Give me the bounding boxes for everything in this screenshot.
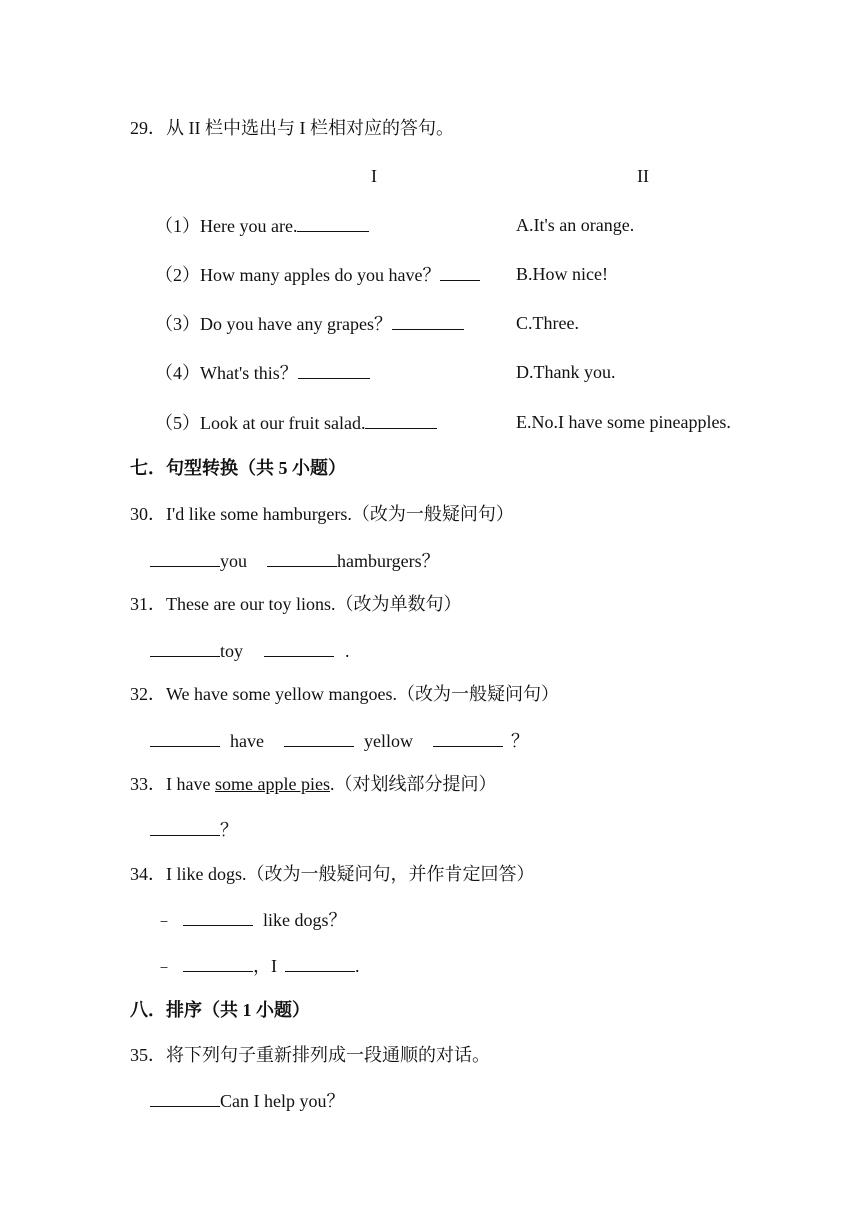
- answer-blank[interactable]: [183, 953, 253, 972]
- answer-blank[interactable]: [298, 360, 370, 379]
- question-34-prompt: 34．I like dogs.（改为一般疑问句，并作肯定回答）: [130, 864, 535, 884]
- answer-blank[interactable]: [285, 953, 355, 972]
- answer-blank[interactable]: [150, 548, 220, 567]
- answer-blank[interactable]: [150, 638, 220, 657]
- column-1-header: I: [371, 166, 377, 186]
- match-right-item-d: D.Thank you.: [516, 362, 616, 382]
- dialogue-text: Can I help you？: [220, 1091, 345, 1111]
- match-left-text: （2）How many apples do you have？: [155, 265, 441, 285]
- match-right-item-a: A.It's an orange.: [516, 215, 635, 235]
- answer-blank[interactable]: [440, 262, 480, 281]
- answer-blank[interactable]: [365, 410, 437, 429]
- answer-blank[interactable]: [150, 728, 220, 747]
- match-right-item-c: C.Three.: [516, 313, 579, 333]
- answer-blank[interactable]: [284, 728, 354, 747]
- answer-end-punct: .: [355, 956, 360, 976]
- question-30-answer-line: [150, 548, 440, 573]
- section-7-heading: 七．句型转换（共 5 小题）: [130, 458, 346, 478]
- answer-blank[interactable]: [183, 907, 253, 926]
- prompt-text: .（对划线部分提问）: [329, 774, 497, 794]
- section-8-heading: 八．排序（共 1 小题）: [130, 1000, 310, 1020]
- answer-word: ，I: [253, 956, 277, 976]
- dialogue-dash: ﹣: [155, 910, 173, 930]
- question-30-prompt: 30．I'd like some hamburgers.（改为一般疑问句）: [130, 504, 514, 524]
- question-32-prompt: 32．We have some yellow mangoes.（改为一般疑问句）: [130, 684, 559, 704]
- question-32-answer-line: [150, 728, 529, 753]
- answer-word: have: [230, 731, 264, 751]
- answer-end-punct: .: [345, 641, 350, 661]
- question-35-prompt: 35．将下列句子重新排列成一段通顺的对话。: [130, 1045, 490, 1065]
- answer-blank[interactable]: [267, 548, 337, 567]
- answer-word: you: [220, 551, 247, 571]
- answer-word: yellow: [363, 731, 413, 751]
- answer-blank[interactable]: [433, 728, 503, 747]
- answer-end-punct: ？: [510, 731, 529, 751]
- answer-blank[interactable]: [392, 311, 464, 330]
- match-right-item-b: B.How nice!: [516, 264, 608, 284]
- match-left-text: （1）Here you are.: [155, 216, 298, 236]
- question-31-prompt: 31．These are our toy lions.（改为单数句）: [130, 594, 462, 614]
- question-34-answer-line-2: [155, 953, 360, 978]
- prompt-text: 33．I have: [130, 774, 215, 794]
- column-2-header: II: [637, 166, 649, 186]
- match-left-item-3: [155, 311, 464, 336]
- underlined-phrase: some apple pies: [214, 774, 330, 794]
- dialogue-dash: ﹣: [155, 956, 173, 976]
- answer-end-punct: ？: [220, 820, 238, 840]
- answer-blank[interactable]: [264, 638, 334, 657]
- question-33-answer-line: [150, 817, 238, 842]
- question-34-answer-line-1: [155, 907, 347, 932]
- match-left-item-5: [155, 410, 437, 435]
- question-33-prompt: [130, 772, 496, 796]
- answer-blank[interactable]: [150, 817, 220, 836]
- question-31-answer-line: [150, 638, 350, 663]
- question-29-prompt: 29．从 II 栏中选出与 I 栏相对应的答句。: [130, 118, 454, 138]
- answer-blank[interactable]: [150, 1088, 220, 1107]
- match-left-text: （5）Look at our fruit salad.: [155, 413, 366, 433]
- answer-word: toy: [220, 641, 244, 661]
- answer-word: like dogs？: [263, 910, 347, 930]
- match-left-text: （4）What's this？: [155, 363, 298, 383]
- answer-word: hamburgers？: [337, 551, 440, 571]
- answer-blank[interactable]: [297, 213, 369, 232]
- match-left-text: （3）Do you have any grapes？: [155, 314, 392, 334]
- match-left-item-4: [155, 360, 370, 385]
- match-right-item-e: E.No.I have some pineapples.: [516, 412, 731, 432]
- match-left-item-2: [155, 262, 480, 287]
- match-left-item-1: [155, 213, 369, 238]
- question-35-dialogue-line-1: [150, 1088, 344, 1113]
